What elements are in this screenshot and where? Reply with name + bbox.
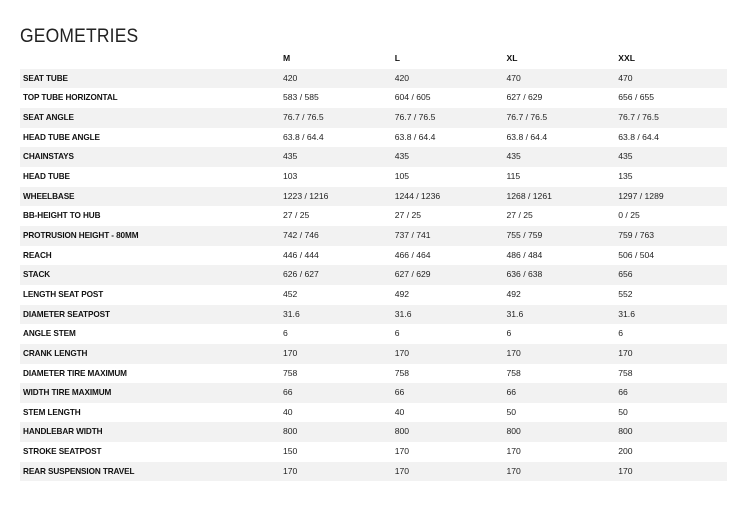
cell-value: 63.8 / 64.4 <box>615 128 727 148</box>
row-label: STEM LENGTH <box>20 403 280 423</box>
cell-value: 50 <box>504 403 616 423</box>
cell-value: 800 <box>392 422 504 442</box>
cell-value: 452 <box>280 285 392 305</box>
cell-value: 446 / 444 <box>280 246 392 266</box>
cell-value: 76.7 / 76.5 <box>280 108 392 128</box>
row-label: LENGTH SEAT POST <box>20 285 280 305</box>
cell-value: 6 <box>280 324 392 344</box>
cell-value: 758 <box>615 364 727 384</box>
table-header <box>20 49 727 69</box>
table-row <box>20 206 727 226</box>
cell-value: 800 <box>280 422 392 442</box>
cell-value: 50 <box>615 403 727 423</box>
row-label: PROTRUSION HEIGHT - 80MM <box>20 226 280 246</box>
cell-value: 150 <box>280 442 392 462</box>
table-row <box>20 167 727 187</box>
cell-value: 135 <box>615 167 727 187</box>
cell-value: 63.8 / 64.4 <box>392 128 504 148</box>
cell-value: 6 <box>504 324 616 344</box>
cell-value: 27 / 25 <box>504 206 616 226</box>
cell-value: 758 <box>280 364 392 384</box>
cell-value: 492 <box>392 285 504 305</box>
cell-value: 626 / 627 <box>280 265 392 285</box>
cell-value: 31.6 <box>504 305 616 325</box>
cell-value: 583 / 585 <box>280 88 392 108</box>
row-label: REACH <box>20 246 280 266</box>
row-label: STROKE SEATPOST <box>20 442 280 462</box>
cell-value: 435 <box>504 147 616 167</box>
cell-value: 31.6 <box>392 305 504 325</box>
cell-value: 758 <box>504 364 616 384</box>
size-header: XL <box>504 49 616 69</box>
cell-value: 31.6 <box>280 305 392 325</box>
cell-value: 200 <box>615 442 727 462</box>
row-label: SEAT TUBE <box>20 69 280 89</box>
cell-value: 486 / 484 <box>504 246 616 266</box>
cell-value: 552 <box>615 285 727 305</box>
row-label: DIAMETER TIRE MAXIMUM <box>20 364 280 384</box>
cell-value: 170 <box>615 462 727 482</box>
cell-value: 742 / 746 <box>280 226 392 246</box>
cell-value: 420 <box>392 69 504 89</box>
table-row <box>20 187 727 207</box>
cell-value: 66 <box>280 383 392 403</box>
cell-value: 170 <box>615 344 727 364</box>
cell-value: 800 <box>615 422 727 442</box>
cell-value: 40 <box>392 403 504 423</box>
table-row <box>20 69 727 89</box>
row-label: CRANK LENGTH <box>20 344 280 364</box>
table-row <box>20 246 727 266</box>
cell-value: 6 <box>615 324 727 344</box>
cell-value: 76.7 / 76.5 <box>392 108 504 128</box>
cell-value: 63.8 / 64.4 <box>280 128 392 148</box>
table-row <box>20 88 727 108</box>
cell-value: 1223 / 1216 <box>280 187 392 207</box>
cell-value: 66 <box>504 383 616 403</box>
page-title: GEOMETRIES <box>20 26 139 47</box>
cell-value: 435 <box>392 147 504 167</box>
cell-value: 76.7 / 76.5 <box>615 108 727 128</box>
geometry-table <box>20 49 727 481</box>
cell-value: 66 <box>615 383 727 403</box>
table-row <box>20 344 727 364</box>
row-label: STACK <box>20 265 280 285</box>
cell-value: 115 <box>504 167 616 187</box>
row-label: BB-HEIGHT TO HUB <box>20 206 280 226</box>
table-row <box>20 305 727 325</box>
table-body <box>20 69 727 482</box>
cell-value: 470 <box>504 69 616 89</box>
row-label: SEAT ANGLE <box>20 108 280 128</box>
table-row <box>20 108 727 128</box>
cell-value: 170 <box>280 462 392 482</box>
cell-value: 40 <box>280 403 392 423</box>
cell-value: 435 <box>615 147 727 167</box>
row-label: HEAD TUBE <box>20 167 280 187</box>
cell-value: 63.8 / 64.4 <box>504 128 616 148</box>
cell-value: 627 / 629 <box>504 88 616 108</box>
row-label: REAR SUSPENSION TRAVEL <box>20 462 280 482</box>
table-row <box>20 462 727 482</box>
cell-value: 604 / 605 <box>392 88 504 108</box>
cell-value: 27 / 25 <box>280 206 392 226</box>
cell-value: 435 <box>280 147 392 167</box>
cell-value: 1297 / 1289 <box>615 187 727 207</box>
table-row <box>20 442 727 462</box>
table-row <box>20 324 727 344</box>
cell-value: 0 / 25 <box>615 206 727 226</box>
table-row <box>20 128 727 148</box>
row-label: HEAD TUBE ANGLE <box>20 128 280 148</box>
size-header: L <box>392 49 504 69</box>
cell-value: 105 <box>392 167 504 187</box>
cell-value: 755 / 759 <box>504 226 616 246</box>
cell-value: 656 <box>615 265 727 285</box>
cell-value: 1268 / 1261 <box>504 187 616 207</box>
size-header: XXL <box>615 49 727 69</box>
cell-value: 506 / 504 <box>615 246 727 266</box>
cell-value: 466 / 464 <box>392 246 504 266</box>
cell-value: 627 / 629 <box>392 265 504 285</box>
cell-value: 758 <box>392 364 504 384</box>
cell-value: 76.7 / 76.5 <box>504 108 616 128</box>
cell-value: 737 / 741 <box>392 226 504 246</box>
row-label: WHEELBASE <box>20 187 280 207</box>
table-row <box>20 403 727 423</box>
header-row <box>20 49 727 69</box>
row-label: WIDTH TIRE MAXIMUM <box>20 383 280 403</box>
cell-value: 170 <box>504 442 616 462</box>
cell-value: 759 / 763 <box>615 226 727 246</box>
table-row <box>20 285 727 305</box>
header-label-cell <box>20 49 280 69</box>
cell-value: 6 <box>392 324 504 344</box>
cell-value: 470 <box>615 69 727 89</box>
row-label: DIAMETER SEATPOST <box>20 305 280 325</box>
cell-value: 103 <box>280 167 392 187</box>
cell-value: 66 <box>392 383 504 403</box>
table-row <box>20 147 727 167</box>
cell-value: 170 <box>504 462 616 482</box>
cell-value: 170 <box>280 344 392 364</box>
cell-value: 170 <box>392 462 504 482</box>
cell-value: 492 <box>504 285 616 305</box>
cell-value: 170 <box>504 344 616 364</box>
row-label: TOP TUBE HORIZONTAL <box>20 88 280 108</box>
cell-value: 1244 / 1236 <box>392 187 504 207</box>
cell-value: 636 / 638 <box>504 265 616 285</box>
table-row <box>20 422 727 442</box>
cell-value: 27 / 25 <box>392 206 504 226</box>
cell-value: 31.6 <box>615 305 727 325</box>
cell-value: 170 <box>392 344 504 364</box>
cell-value: 800 <box>504 422 616 442</box>
table-row <box>20 265 727 285</box>
cell-value: 420 <box>280 69 392 89</box>
cell-value: 656 / 655 <box>615 88 727 108</box>
row-label: ANGLE STEM <box>20 324 280 344</box>
row-label: CHAINSTAYS <box>20 147 280 167</box>
table-row <box>20 364 727 384</box>
cell-value: 170 <box>392 442 504 462</box>
size-header: M <box>280 49 392 69</box>
table-row <box>20 383 727 403</box>
table-row <box>20 226 727 246</box>
row-label: HANDLEBAR WIDTH <box>20 422 280 442</box>
